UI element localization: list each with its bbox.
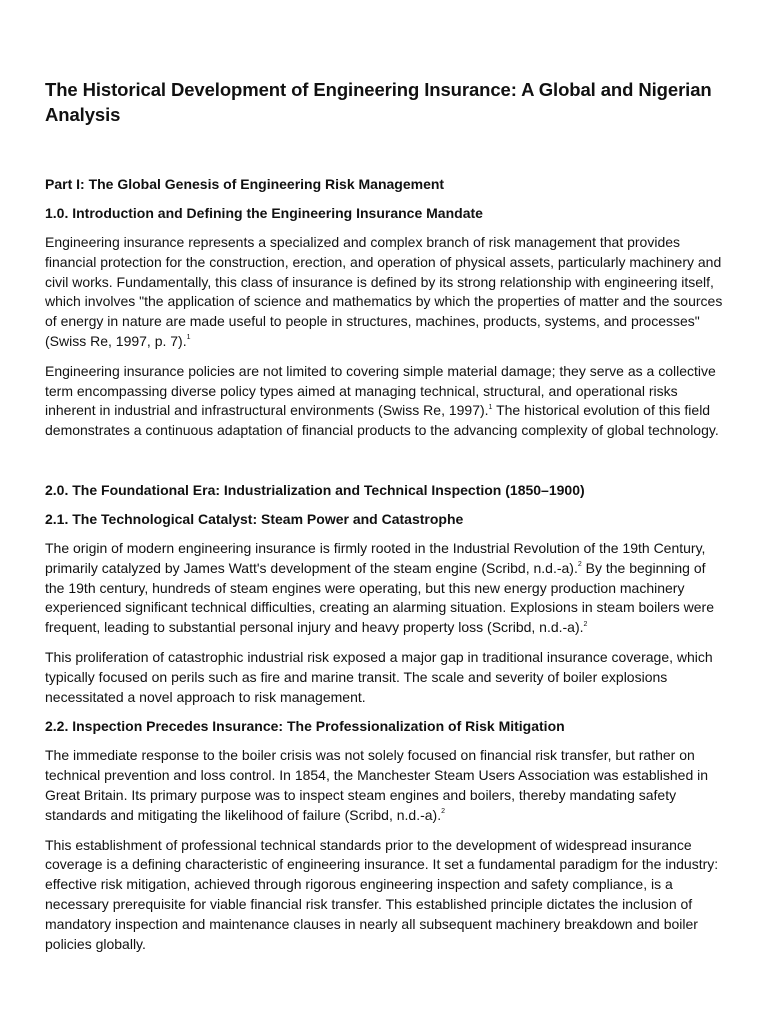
footnote-marker[interactable]: 2 xyxy=(441,808,446,816)
paragraph xyxy=(45,233,726,352)
document-title: The Historical Development of Engineering Insurance: A Global and Nigerian Analysis xyxy=(45,79,712,125)
paragraph-text: By the beginning of the 19th century, hundreds of steam engines were operating, but this new energy production machinery experienced significant technical difficulties, creating an alarming situation. Explosions in steam boilers were frequent, leading to substantial personal injury and heavy property loss (Scribd, n.d.-a). xyxy=(45,559,714,636)
footnote-marker[interactable]: 2 xyxy=(583,620,588,628)
paragraph-text: The immediate response to the boiler crisis was not solely focused on financial risk transfer, but rather on technical prevention and loss control. In 1854, the Manchester Steam Users Association was established in Great Britain. Its primary purpose was to inspect steam engines and boilers, thereby mandating safety standards and mitigating the likelihood of failure (Scribd, n.d.-a). xyxy=(45,747,709,823)
section-heading-2-2: 2.2. Inspection Precedes Insurance: The Professionalization of Risk Mitigation xyxy=(45,718,565,735)
paragraph xyxy=(45,362,726,441)
footnote-marker[interactable]: 1 xyxy=(488,403,493,411)
paragraph-text: Engineering insurance policies are not limited to covering simple material damage; they serve as a collective term encompassing diverse policy types aimed at managing technical, structural, and operational risks inherent in industrial and infrastructural environments (Swiss Re, 1997). xyxy=(45,362,716,419)
section-heading-2-1: 2.1. The Technological Catalyst: Steam Power and Catastrophe xyxy=(45,510,464,527)
paragraph-text: This establishment of professional technical standards prior to the development of widespread insurance coverage is a defining characteristic of engineering insurance. It set a fundamental paradigm for the industry: effective risk mitigation, achieved through rigorous engineering inspection and safety compliance, is a necessary prerequisite for viable financial risk transfer. This established principle dictates the inclusion of mandatory inspection and maintenance clauses in nearly all subsequent machinery breakdown and boiler policies globally. xyxy=(45,836,719,952)
paragraph xyxy=(45,746,726,825)
paragraph xyxy=(45,539,726,638)
paragraph-text: The origin of modern engineering insurance is firmly rooted in the Industrial Revolution of the 19th Century, primarily catalyzed by James Watt's development of the steam engine (Scribd, n.d.-a). xyxy=(45,539,706,576)
footnote-marker[interactable]: 1 xyxy=(186,334,191,342)
section-heading-1-0: 1.0. Introduction and Defining the Engineering Insurance Mandate xyxy=(45,205,483,221)
paragraph-text: Engineering insurance represents a specialized and complex branch of risk management that provides financial protection for the construction, erection, and operation of physical assets, particularly machinery and civil works. Fundamentally, this class of insurance is defined by its strong relationship with engineering itself, which involves "the application of science and mathematics by which the properties of matter and the sources of energy in nature are made useful to people in structures, machines, products, systems, and processes" (Swiss Re, 1997, p. 7). xyxy=(45,234,723,349)
footnote-marker[interactable]: 2 xyxy=(577,561,582,569)
paragraph xyxy=(45,836,726,955)
paragraph-text: This proliferation of catastrophic industrial risk exposed a major gap in traditional insurance coverage, which typically focused on perils such as fire and marine transit. The scale and severity of boiler explosions necessitated a novel approach to risk management. xyxy=(45,648,713,705)
section-heading-2-0: 2.0. The Foundational Era: Industrialization and Technical Inspection (1850–1900) xyxy=(45,481,585,498)
part-heading: Part I: The Global Genesis of Engineering Risk Management xyxy=(45,176,445,192)
paragraph-text: The historical evolution of this field demonstrates a continuous adaptation of financial products to the advancing complexity of global technology. xyxy=(45,402,719,439)
paragraph xyxy=(45,648,726,707)
